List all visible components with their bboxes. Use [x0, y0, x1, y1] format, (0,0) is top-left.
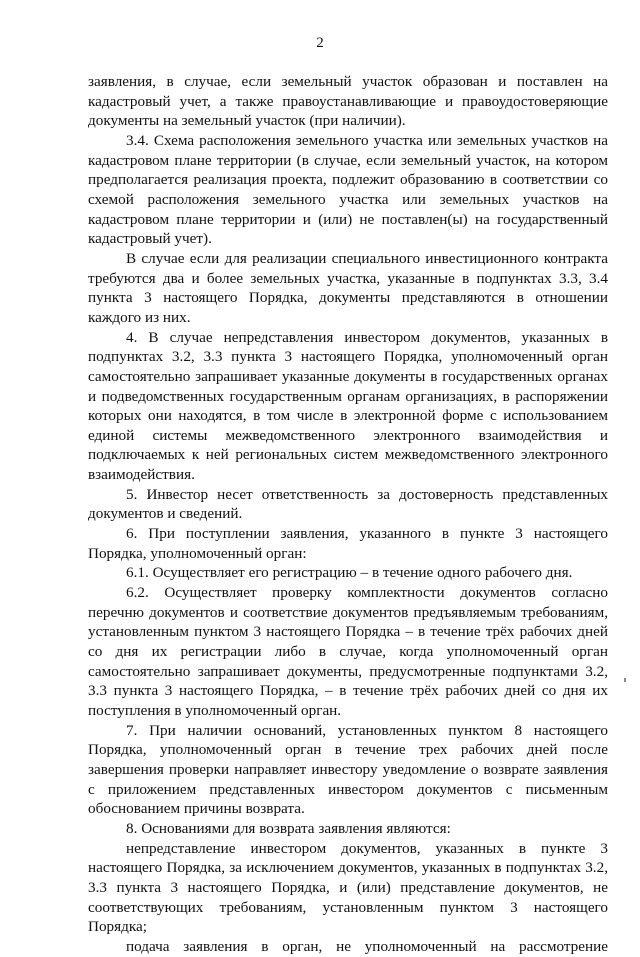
paragraph: 6.2. Осуществляет проверку комплектности документов согласно перечню документов и соответствие документов предъявляемым требованиям, установленным пунктом 3 настоящего Порядка – в течение трёх рабочих дней со дня их регистрации либо в случае, когда уполномоченный орган самостоятельно запрашивает документы, предусмотренные подпунктами 3.2, 3.3 пункта 3 настоящего Порядка, – в течение трёх рабочих дней со дня их поступления в уполномоченный орган.: [88, 584, 608, 719]
paragraph: непредставление инвестором документов, указанных в пункте 3 настоящего Порядка, за исключением документов, указанных в подпунктах 3.2, 3.3 пункта 3 настоящего Порядка, и (или) представление документов, не соответствующих требованиям, установленным пунктом 3 настоящего Порядка;: [88, 839, 608, 936]
paragraph: 3.4. Схема расположения земельного участка или земельных участков на кадастровом плане территории (в случае, если земельный участок, на котором предполагается реализация проекта, подлежит образованию в соответствии со схемой расположения земельного участка или земельных участков на кадастровом плане территории и (или) не поставлен(ы) на государственный кадастровый учет).: [88, 131, 608, 248]
paragraph: 5. Инвестор несет ответственность за достоверность представленных документов и сведений.: [88, 485, 608, 523]
paragraph: В случае если для реализации специального инвестиционного контракта требуются два и более земельных участка, указанные в подпунктах 3.3, 3.4 пункта 3 настоящего Порядка, документы представляются в отношении каждого из них.: [88, 249, 608, 326]
document-body: [88, 72, 608, 957]
paragraph: 8. Основаниями для возврата заявления являются:: [126, 819, 451, 837]
paragraph: 4. В случае непредставления инвестором документов, указанных в подпунктах 3.2, 3.3 пункта 3 настоящего Порядка, уполномоченный орган самостоятельно запрашивает указанные документы в государственных органах и подведомственных государственным органам организациях, в распоряжении которых они находятся, в том числе в электронной форме с использованием единой системы межведомственного электронного взаимодействия и подключаемых к ней региональных систем межведомственного электронного взаимодействия.: [88, 328, 608, 484]
page-number: 2: [316, 35, 324, 51]
paragraph: 7. При наличии оснований, установленных пунктом 8 настоящего Порядка, уполномоченный орган в течение трех рабочих дней после завершения проверки направляет инвестору уведомление о возврате заявления с приложением представленных инвестором документов с письменным обоснованием причины возврата.: [88, 721, 608, 818]
paragraph: 6.1. Осуществляет его регистрацию – в течение одного рабочего дня.: [126, 564, 573, 582]
paragraph: заявления, в случае, если земельный участок образован и поставлен на кадастровый учет, а также правоустанавливающие и правоудостоверяющие документы на земельный участок (при наличии).: [88, 73, 608, 130]
paragraph: 6. При поступлении заявления, указанного в пункте 3 настоящего Порядка, уполномоченный орган:: [88, 525, 608, 562]
paragraph: подача заявления в орган, не уполномоченный на рассмотрение: [126, 937, 608, 955]
margin-mark: [624, 678, 626, 682]
